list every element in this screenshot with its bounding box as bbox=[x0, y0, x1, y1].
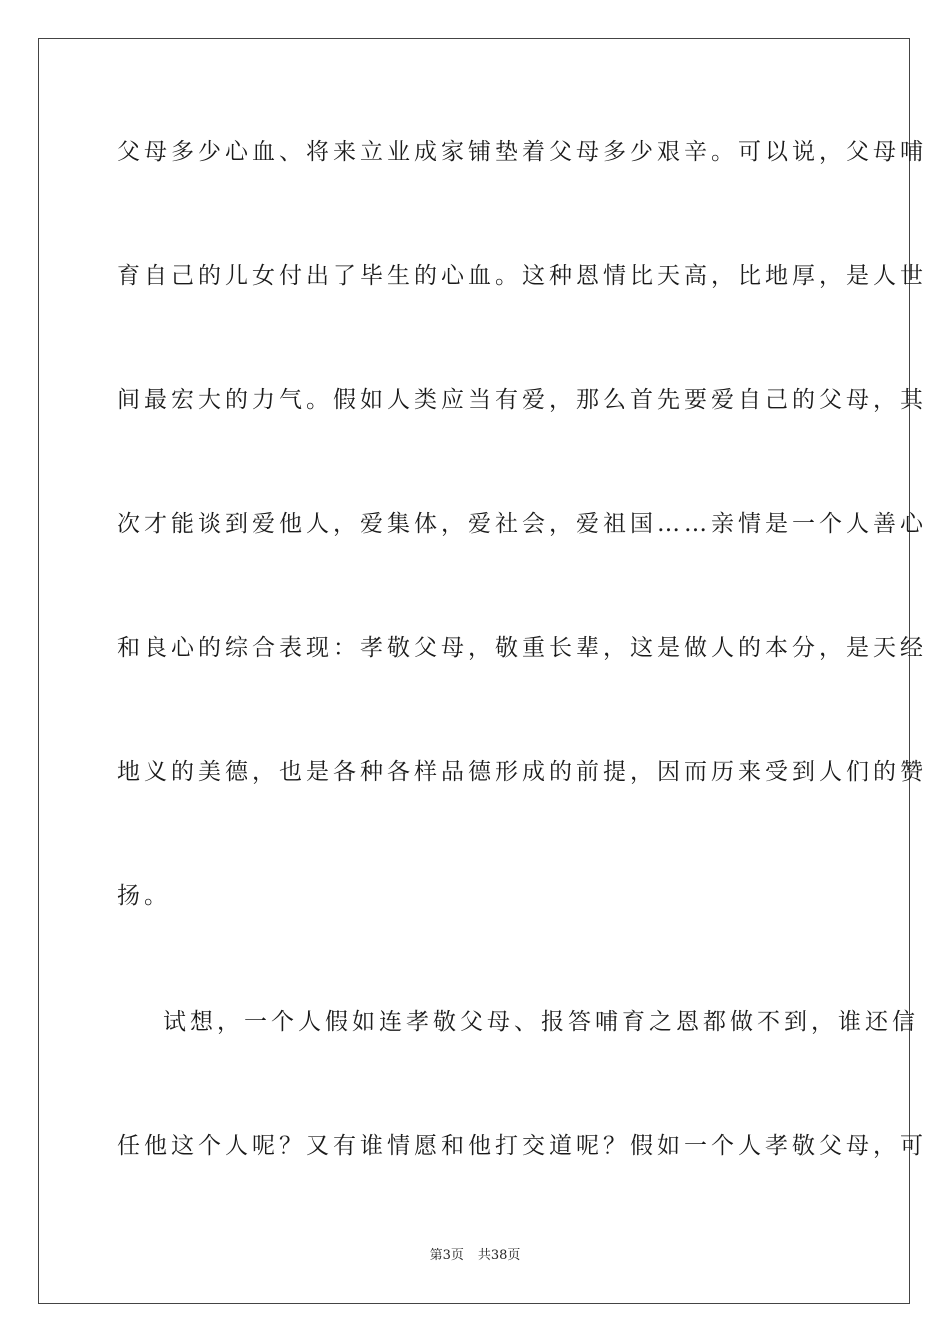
paragraph-line: 次才能谈到爱他人，爱集体，爱社会，爱祖国……亲情是一个人善心 bbox=[117, 511, 927, 537]
paragraph-line-indented: 试想，一个人假如连孝敬父母、报答哺育之恩都做不到，谁还信 bbox=[163, 1009, 919, 1035]
page-total: 共38页 bbox=[477, 1248, 521, 1263]
paragraph-line: 任他这个人呢？又有谁情愿和他打交道呢？假如一个人孝敬父母，可 bbox=[117, 1133, 927, 1159]
paragraph-line: 间最宏大的力气。假如人类应当有爱，那么首先要爱自己的父母，其 bbox=[117, 387, 927, 413]
paragraph-line: 育自己的儿女付出了毕生的心血。这种恩情比天高，比地厚，是人世 bbox=[117, 263, 927, 289]
page-footer bbox=[0, 1247, 950, 1265]
paragraph-line: 和良心的综合表现：孝敬父母，敬重长辈，这是做人的本分，是天经 bbox=[117, 635, 927, 661]
page-number: 第3页 bbox=[429, 1248, 464, 1263]
paragraph-line: 扬。 bbox=[117, 883, 171, 909]
page-border bbox=[38, 38, 910, 1304]
paragraph-line: 父母多少心血、将来立业成家铺垫着父母多少艰辛。可以说，父母哺 bbox=[117, 139, 927, 165]
paragraph-line: 地义的美德，也是各种各样品德形成的前提，因而历来受到人们的赞 bbox=[117, 759, 927, 785]
